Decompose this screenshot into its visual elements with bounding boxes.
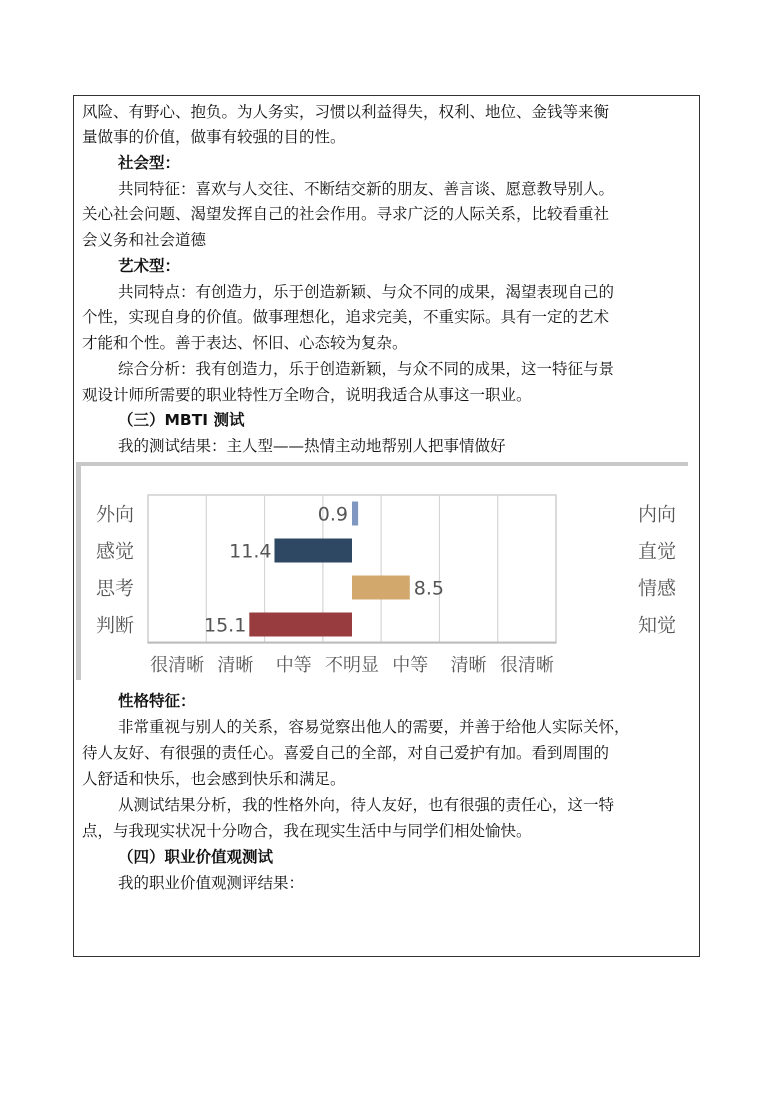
preference-bar bbox=[274, 539, 352, 563]
dimension-left-label: 外向 bbox=[96, 503, 135, 526]
dimension-left-label: 判断 bbox=[96, 614, 135, 637]
chart-left-border bbox=[76, 462, 81, 680]
mbti-chart bbox=[76, 462, 688, 680]
chart-top-border bbox=[76, 462, 688, 466]
x-tick-label: 中等 bbox=[392, 655, 429, 676]
preference-bar bbox=[352, 502, 358, 526]
bar-value-label: 11.4 bbox=[229, 540, 272, 563]
dimension-left-label: 感觉 bbox=[96, 540, 135, 563]
x-tick-label: 清晰 bbox=[217, 655, 254, 676]
dimension-right-label: 知觉 bbox=[638, 614, 677, 637]
para-line: 关心社会问题、渴望发挥自己的社会作用。寻求广泛的人际关系，比较看重社 bbox=[82, 205, 610, 223]
para-line: 量做事的价值，做事有较强的目的性。 bbox=[82, 128, 346, 146]
para-line: 才能和个性。善于表达、怀旧、心态较为复杂。 bbox=[82, 334, 408, 352]
para-line: 风险、有野心、抱负。为人务实，习惯以利益得失，权利、地位、金钱等来衡 bbox=[82, 103, 610, 121]
para-line: 人舒适和快乐，也会感到快乐和满足。 bbox=[82, 770, 346, 788]
para-line: 综合分析：我有创造力，乐于创造新颖，与众不同的成果，这一特征与景 bbox=[118, 360, 615, 378]
para-line: 个性，实现自身的价值。做事理想化，追求完美，不重实际。具有一定的艺术 bbox=[82, 308, 610, 326]
preference-bar bbox=[249, 613, 352, 637]
x-tick-label: 中等 bbox=[275, 655, 312, 676]
para-line: 待人友好、有很强的责任心。喜爱自己的全部，对自己爱护有加。看到周围的 bbox=[82, 744, 610, 762]
section-heading-art: 艺术型： bbox=[118, 257, 181, 275]
x-tick-label: 很清晰 bbox=[499, 655, 554, 676]
para-line: 共同特点：有创造力，乐于创造新颖、与众不同的成果，渴望表现自己的 bbox=[118, 283, 615, 301]
preference-bar bbox=[352, 576, 410, 600]
para-line: 共同特征：喜欢与人交往、不断结交新的朋友、善言谈、愿意教导别人。 bbox=[118, 180, 615, 198]
bar-value-label: 8.5 bbox=[413, 577, 445, 600]
x-tick-label: 很清晰 bbox=[150, 655, 205, 676]
dimension-right-label: 情感 bbox=[638, 577, 677, 600]
x-tick-label: 清晰 bbox=[450, 655, 487, 676]
para-line: 点，与我现实状况十分吻合，我在现实生活中与同学们相处愉快。 bbox=[82, 822, 532, 840]
para-line: 观设计师所需要的职业特性万全吻合，说明我适合从事这一职业。 bbox=[82, 386, 532, 404]
para-line: 会义务和社会道德 bbox=[82, 231, 207, 249]
section-heading-values: （四）职业价值观测试 bbox=[118, 848, 274, 866]
section-heading-traits: 性格特征： bbox=[118, 692, 196, 710]
values-result-line: 我的职业价值观测评结果： bbox=[118, 874, 305, 892]
section-heading-mbti: （三）MBTI 测试 bbox=[118, 411, 245, 429]
dimension-left-label: 思考 bbox=[96, 577, 135, 600]
x-tick-label: 不明显 bbox=[325, 655, 379, 676]
para-line: 非常重视与别人的关系，容易觉察出他人的需要，并善于给他人实际关怀， bbox=[118, 718, 630, 736]
section-heading-social: 社会型： bbox=[118, 154, 181, 172]
mbti-result-line: 我的测试结果：主人型——热情主动地帮别人把事情做好 bbox=[118, 437, 506, 455]
dimension-right-label: 直觉 bbox=[638, 540, 677, 563]
bar-value-label: 15.1 bbox=[204, 614, 247, 637]
bar-value-label: 0.9 bbox=[317, 503, 348, 526]
para-line: 从测试结果分析，我的性格外向，待人友好，也有很强的责任心，这一特 bbox=[118, 796, 615, 814]
dimension-right-label: 内向 bbox=[638, 503, 677, 526]
